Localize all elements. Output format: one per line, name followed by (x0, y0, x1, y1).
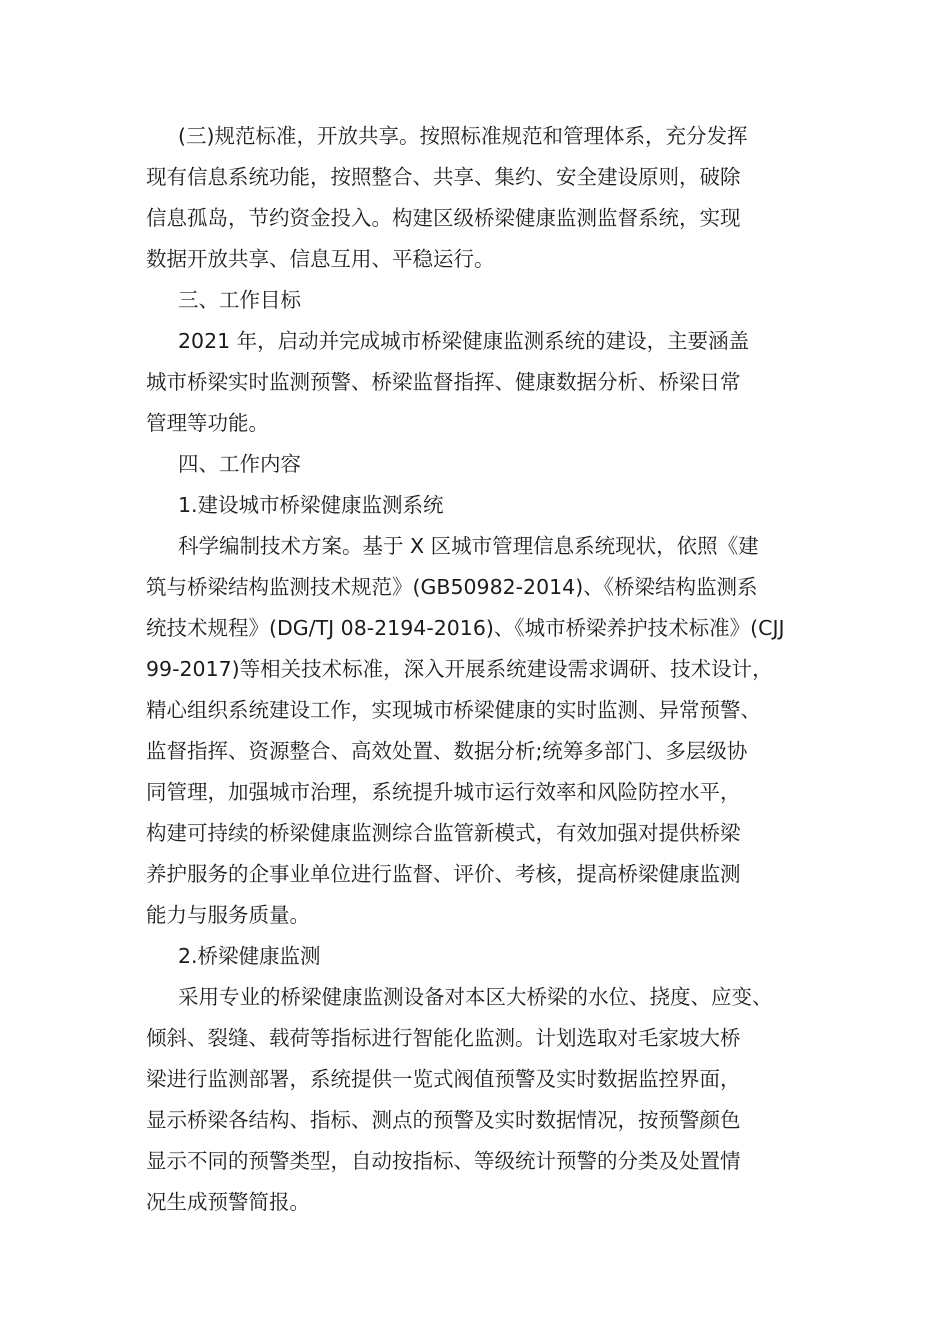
subheading-build-system (146, 485, 826, 526)
text-line: 采用专业的桥梁健康监测设备对本区大桥梁的水位、挠度、应变、 (178, 985, 773, 1009)
work-goals-body (146, 321, 826, 444)
text-line: (三)规范标准，开放共享。按照标准规范和管理体系，充分发挥 (178, 124, 748, 148)
bridge-monitoring-body (146, 977, 826, 1223)
subsection-heading: 1.建设城市桥梁健康监测系统 (178, 493, 444, 517)
text-line: 显示桥梁各结构、指标、测点的预警及实时数据情况，按预警颜色 (146, 1108, 741, 1132)
section-three-principle (146, 116, 826, 280)
text-line: 信息孤岛，节约资金投入。构建区级桥梁健康监测监督系统，实现 (146, 206, 741, 230)
text-line: 管理等功能。 (146, 411, 269, 435)
text-line: 2021 年，启动并完成城市桥梁健康监测系统的建设，主要涵盖 (178, 329, 750, 353)
text-line: 城市桥梁实时监测预警、桥梁监督指挥、健康数据分析、桥梁日常 (146, 370, 741, 394)
text-line: 科学编制技术方案。基于 X 区城市管理信息系统现状，依照《建 (178, 534, 759, 558)
text-line: 99-2017)等相关技术标准，深入开展系统建设需求调研、技术设计， (146, 657, 773, 681)
text-line: 统技术规程》(DG/TJ 08-2194-2016)、《城市桥梁养护技术标准》(CJJ (146, 616, 785, 640)
text-line: 养护服务的企事业单位进行监督、评价、考核，提高桥梁健康监测 (146, 862, 741, 886)
subsection-heading: 2.桥梁健康监测 (178, 944, 321, 968)
text-line: 同管理，加强城市治理，系统提升城市运行效率和风险防控水平， (146, 780, 741, 804)
text-line: 精心组织系统建设工作，实现城市桥梁健康的实时监测、异常预警、 (146, 698, 761, 722)
subheading-bridge-monitoring (146, 936, 826, 977)
document-body (146, 116, 826, 1223)
text-line: 梁进行监测部署，系统提供一览式阀值预警及实时数据监控界面， (146, 1067, 741, 1091)
text-line: 数据开放共享、信息互用、平稳运行。 (146, 247, 495, 271)
text-line: 显示不同的预警类型，自动按指标、等级统计预警的分类及处置情 (146, 1149, 741, 1173)
heading-work-goals (146, 280, 826, 321)
text-line: 构建可持续的桥梁健康监测综合监管新模式，有效加强对提供桥梁 (146, 821, 741, 845)
text-line: 倾斜、裂缝、载荷等指标进行智能化监测。计划选取对毛家坡大桥 (146, 1026, 741, 1050)
text-line: 监督指挥、资源整合、高效处置、数据分析;统筹多部门、多层级协 (146, 739, 748, 763)
text-line: 况生成预警简报。 (146, 1190, 310, 1214)
build-system-body (146, 526, 826, 936)
section-heading: 三、工作目标 (178, 288, 301, 312)
text-line: 筑与桥梁结构监测技术规范》(GB50982-2014)、《桥梁结构监测系 (146, 575, 758, 599)
section-heading: 四、工作内容 (178, 452, 301, 476)
heading-work-content (146, 444, 826, 485)
text-line: 现有信息系统功能，按照整合、共享、集约、安全建设原则，破除 (146, 165, 741, 189)
text-line: 能力与服务质量。 (146, 903, 310, 927)
